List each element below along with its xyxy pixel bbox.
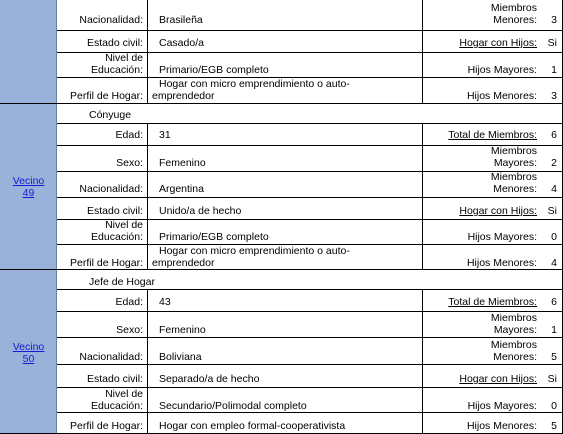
nacionalidad-value: Brasileña bbox=[159, 14, 203, 26]
sexo-label: Sexo: bbox=[116, 157, 143, 169]
perfil-hogar-label: Perfil de Hogar: bbox=[70, 257, 143, 269]
estado-civil-value: Casado/a bbox=[159, 37, 204, 49]
nivel-educacion-label-line1: Nivel de bbox=[105, 219, 143, 231]
miembros-mayores-value: 2 bbox=[551, 157, 557, 169]
estado-civil-value: Separado/a de hecho bbox=[159, 373, 260, 385]
perfil-hogar-line2: emprendedor bbox=[152, 257, 215, 269]
hijos-mayores-label: Hijos Mayores: bbox=[467, 231, 537, 243]
miembros-mayores-label bbox=[424, 145, 537, 169]
section-title: Jefe de Hogar bbox=[89, 276, 155, 288]
edad-label: Edad: bbox=[115, 296, 143, 308]
hogar-con-hijos-label: Hogar con Hijos: bbox=[459, 373, 537, 385]
hijos-mayores-value: 0 bbox=[551, 400, 557, 412]
edad-value: 43 bbox=[159, 296, 171, 308]
sidebar-block-top bbox=[0, 0, 57, 103]
perfil-hogar-line2: emprendedor bbox=[152, 90, 215, 102]
hijos-menores-value: 5 bbox=[551, 420, 557, 432]
sexo-value: Femenino bbox=[159, 157, 206, 169]
estado-civil-label: Estado civil: bbox=[86, 37, 143, 49]
nivel-educacion-label-line2: Educación: bbox=[91, 64, 143, 76]
perfil-hogar-value bbox=[152, 245, 350, 269]
total-miembros-label: Total de Miembros: bbox=[448, 129, 537, 141]
vecino-49-link-line1[interactable]: Vecino bbox=[12, 175, 45, 187]
total-miembros-value: 6 bbox=[551, 129, 557, 141]
vecino-50-link[interactable] bbox=[0, 341, 57, 365]
perfil-hogar-label: Perfil de Hogar: bbox=[70, 420, 143, 432]
hijos-menores-value: 4 bbox=[551, 257, 557, 269]
hijos-menores-value: 3 bbox=[551, 90, 557, 102]
nacionalidad-label: Nacionalidad: bbox=[79, 183, 143, 195]
miembros-menores-label-line2: Menores: bbox=[493, 183, 537, 195]
miembros-mayores-label-line2: Mayores: bbox=[493, 324, 537, 336]
miembros-menores-value: 4 bbox=[551, 183, 557, 195]
sexo-value: Femenino bbox=[159, 324, 206, 336]
hogar-con-hijos-value: Si bbox=[547, 373, 557, 385]
nivel-educacion-label bbox=[57, 219, 143, 243]
vecino-50-link-line1[interactable]: Vecino bbox=[12, 341, 45, 353]
nivel-educacion-value: Secundario/Polimodal completo bbox=[159, 400, 307, 412]
hogar-con-hijos-label: Hogar con Hijos: bbox=[459, 37, 537, 49]
nacionalidad-label: Nacionalidad: bbox=[79, 14, 143, 26]
miembros-mayores-label-line1: Miembros bbox=[490, 145, 537, 157]
sexo-label: Sexo: bbox=[116, 324, 143, 336]
perfil-hogar-label: Perfil de Hogar: bbox=[70, 90, 143, 102]
perfil-hogar-value: Hogar con empleo formal-cooperativista bbox=[159, 420, 346, 432]
miembros-menores-value: 3 bbox=[551, 14, 557, 26]
perfil-hogar-line1: Hogar con micro emprendimiento o auto- bbox=[159, 78, 350, 90]
hogar-con-hijos-label: Hogar con Hijos: bbox=[459, 205, 537, 217]
total-miembros-label: Total de Miembros: bbox=[448, 296, 537, 308]
miembros-menores-value: 5 bbox=[551, 351, 557, 363]
miembros-menores-label bbox=[424, 2, 537, 26]
nivel-educacion-label-line1: Nivel de bbox=[105, 388, 143, 400]
nivel-educacion-value: Primario/EGB completo bbox=[159, 64, 269, 76]
miembros-mayores-label bbox=[424, 312, 537, 336]
hijos-mayores-value: 0 bbox=[551, 231, 557, 243]
miembros-mayores-value: 1 bbox=[551, 324, 557, 336]
hogar-con-hijos-value: Si bbox=[547, 37, 557, 49]
hijos-mayores-label: Hijos Mayores: bbox=[467, 400, 537, 412]
perfil-hogar-value bbox=[152, 78, 350, 102]
hijos-menores-label: Hijos Menores: bbox=[466, 257, 537, 269]
row-line bbox=[57, 123, 563, 124]
block-separator bbox=[0, 103, 563, 104]
block-separator bbox=[0, 269, 563, 270]
miembros-mayores-label-line2: Mayores: bbox=[493, 157, 537, 169]
hogar-con-hijos-value: Si bbox=[547, 205, 557, 217]
vecino-49-link-line2[interactable]: 49 bbox=[22, 187, 35, 199]
miembros-menores-label-line1: Miembros bbox=[490, 339, 537, 351]
miembros-menores-label bbox=[424, 171, 537, 195]
nivel-educacion-label bbox=[57, 52, 143, 76]
edad-value: 31 bbox=[159, 129, 171, 141]
nivel-educacion-label-line1: Nivel de bbox=[105, 52, 143, 64]
nivel-educacion-label-line2: Educación: bbox=[91, 231, 143, 243]
perfil-hogar-line1: Hogar con micro emprendimiento o auto- bbox=[159, 245, 350, 257]
miembros-menores-label bbox=[424, 339, 537, 363]
nivel-educacion-value: Primario/EGB completo bbox=[159, 231, 269, 243]
estado-civil-value: Unido/a de hecho bbox=[159, 205, 242, 217]
hijos-menores-label: Hijos Menores: bbox=[466, 90, 537, 102]
hijos-mayores-value: 1 bbox=[551, 64, 557, 76]
nacionalidad-label: Nacionalidad: bbox=[79, 351, 143, 363]
miembros-mayores-label-line1: Miembros bbox=[490, 312, 537, 324]
hijos-menores-label: Hijos Menores: bbox=[466, 420, 537, 432]
vecino-50-link-line2[interactable]: 50 bbox=[22, 353, 35, 365]
total-miembros-value: 6 bbox=[551, 296, 557, 308]
row-line bbox=[57, 289, 563, 290]
miembros-menores-label-line2: Menores: bbox=[493, 351, 537, 363]
edad-label: Edad: bbox=[115, 129, 143, 141]
estado-civil-label: Estado civil: bbox=[86, 373, 143, 385]
hijos-mayores-label: Hijos Mayores: bbox=[467, 64, 537, 76]
section-title: Cónyuge bbox=[89, 109, 132, 121]
row-line bbox=[57, 337, 563, 338]
nacionalidad-value: Argentina bbox=[159, 183, 204, 195]
miembros-menores-label-line1: Miembros bbox=[490, 171, 537, 183]
vecino-49-link[interactable] bbox=[0, 175, 57, 199]
row-line bbox=[57, 412, 563, 413]
nacionalidad-value: Boliviana bbox=[159, 351, 202, 363]
miembros-menores-label-line2: Menores: bbox=[493, 14, 537, 26]
nivel-educacion-label bbox=[57, 388, 143, 412]
nivel-educacion-label-line2: Educación: bbox=[91, 400, 143, 412]
row-line bbox=[57, 197, 563, 198]
miembros-menores-label-line1: Miembros bbox=[490, 2, 537, 14]
row-line bbox=[57, 30, 563, 31]
row-line bbox=[57, 364, 563, 365]
estado-civil-label: Estado civil: bbox=[86, 205, 143, 217]
